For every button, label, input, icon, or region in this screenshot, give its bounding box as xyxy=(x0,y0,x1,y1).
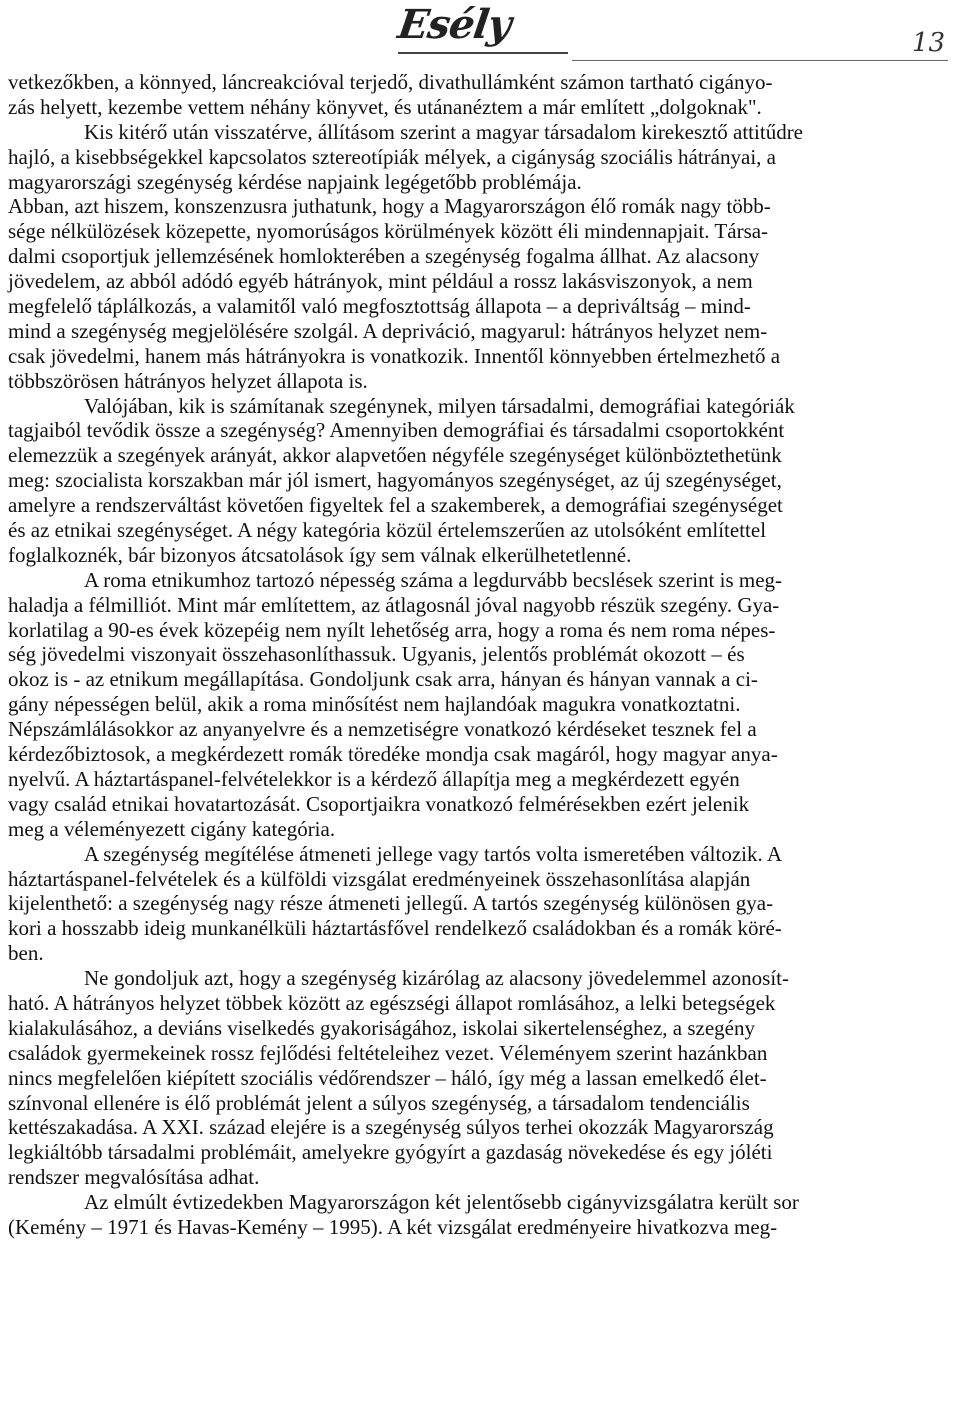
text-line: többszörösen hátrányos helyzet állapota is. xyxy=(8,368,368,393)
text-line: Ne gondoljuk azt, hogy a szegénység kizárólag az alacsony jövedelemmel azonosít- xyxy=(84,966,789,991)
text-line: vagy család etnikai hovatartozását. Csoportjaikra vonatkozó felmérésekben ezért jelenik xyxy=(8,791,750,816)
text-line: családok gyermekeinek rossz fejlődési feltételeihez vezet. Véleményem szerint hazánkban xyxy=(8,1040,768,1065)
text-line: amelyre a rendszerváltást követően figyeltek fel a szakemberek, a demográfiai szegénységet xyxy=(8,493,783,518)
text-line: vetkezőkben, a könnyed, láncreakcióval terjedő, divathullámként számon tartható cigányo- xyxy=(8,70,773,94)
text-line: kialakulásához, a deviáns viselkedés gyakoriságához, iskolai sikertelenséghez, a szegény xyxy=(8,1015,755,1040)
text-line: színvonal ellenére is élő problémát jelent a súlyos szegénység, a társadalom tendenciális xyxy=(8,1090,750,1115)
text-line: A roma etnikumhoz tartozó népesség száma a legdurvább becslések szerint is meg- xyxy=(84,567,783,592)
journal-logo: Esély xyxy=(395,1,514,48)
text-line: háztartáspanel-felvételek és a külföldi vizsgálat eredményeinek összehasonlítása alapján xyxy=(8,866,751,891)
text-line: zás helyett, kezembe vettem néhány könyvet, és utánanéztem a már említett „dolgoknak". xyxy=(8,94,762,119)
text-line: ség jövedelmi viszonyait összehasonlíthassuk. Ugyanis, jelentős problémát okozott – és xyxy=(8,642,745,667)
text-line: (Kemény – 1971 és Havas-Kemény – 1995). A két vizsgálat eredményeire hivatkozva meg- xyxy=(8,1214,778,1239)
text-line: Abban, azt hiszem, konszenzusra juthatunk, hogy a Magyarországon élő romák nagy több- xyxy=(8,194,771,219)
text-line: sége nélkülözések közepette, nyomorúságos körülmények között éli mindennapjait. Társa- xyxy=(8,219,769,244)
text-line: foglalkoznék, bár bizonyos átcsatolások így sem válnak elkerülhetetlenné. xyxy=(8,542,632,567)
text-line: Az elmúlt évtizedekben Magyarországon két jelentősebb cigányvizsgálatra került sor xyxy=(84,1190,799,1215)
text-line: hajló, a kisebbségekkel kapcsolatos sztereotípiák mélyek, a cigányság szociális hátrányai, a xyxy=(8,144,776,169)
text-line: jövedelem, az abból adódó egyéb hátrányok, mint például a rossz lakásviszonyok, a nem xyxy=(8,269,753,294)
text-line: magyarországi szegénység kérdése napjaink legégetőbb problémája. xyxy=(8,169,582,194)
text-line: okoz is - az etnikum megállapítása. Gondoljunk csak arra, hányan és hányan vannak a ci- xyxy=(8,667,758,692)
text-line: kérdezőbiztosok, a megkérdezett romák töredéke mondja csak magáról, hogy magyar anya- xyxy=(8,742,778,767)
header-rule xyxy=(572,60,948,61)
text-line: kijelenthető: a szegénység nagy része átmeneti jellegű. A tartós szegénység különösen gya- xyxy=(8,891,774,916)
body-text xyxy=(8,70,920,1240)
text-line: A szegénység megítélése átmeneti jellege vagy tartós volta ismeretében változik. A xyxy=(84,841,783,866)
text-line: Népszámlálásokkor az anyanyelvre és a nemzetiségre vonatkozó kérdéseket tesznek fel a xyxy=(8,717,757,742)
text-line: nincs megfelelően kiépített szociális védőrendszer – háló, így még a lassan emelkedő élet- xyxy=(8,1065,767,1090)
text-line: gány népességen belül, akik a roma minősítést nem hajlandóak magukra vonatkoztatni. xyxy=(8,692,741,717)
text-line: csak jövedelmi, hanem más hátrányokra is vonatkozik. Innentől könnyebben értelmezhető a xyxy=(8,343,781,368)
text-line: Valójában, kik is számítanak szegénynek, milyen társadalmi, demográfiai kategóriák xyxy=(84,393,795,418)
text-line: legkiáltóbb társadalmi problémáit, amelyekre gyógyírt a gazdaság növekedése és egy jóléti xyxy=(8,1140,773,1165)
text-line: kettészakadása. A XXI. század elejére is a szegénység súlyos terhei okozzák Magyarország xyxy=(8,1115,774,1140)
page-header xyxy=(0,0,960,66)
text-line: dalmi csoportjuk jellemzésének homlokterében a szegénység fogalma állhat. Az alacsony xyxy=(8,244,760,269)
text-line: mind a szegénység megjelölésére szolgál. A depriváció, magyarul: hátrányos helyzet nem- xyxy=(8,318,768,343)
text-line: Kis kitérő után visszatérve, állításom szerint a magyar társadalom kirekesztő attitűdre xyxy=(84,119,804,144)
text-line: haladja a félmilliót. Mint már említettem, az átlagosnál jóval nagyobb részük szegény. Gya- xyxy=(8,592,780,617)
text-line: tagjaiból tevődik össze a szegénység? Amennyiben demográfiai és társadalmi csoportokként xyxy=(8,418,785,443)
text-line: ható. A hátrányos helyzet többek között az egészségi állapot romlásához, a lelki betegségek xyxy=(8,990,776,1015)
text-line: megfelelő táplálkozás, a valamitől való megfosztottság állapota – a depriváltság – mind- xyxy=(8,294,751,319)
text-line: és az etnikai szegénységet. A négy kategória közül értelemszerűen az utolsóként említettel xyxy=(8,518,767,543)
text-line: meg: szocialista korszakban már jól ismert, hagyományos szegénységet, az új szegénységet, xyxy=(8,468,782,493)
logo-underline xyxy=(398,52,568,54)
page-number: 13 xyxy=(912,28,946,58)
text-line: meg a véleményezett cigány kategória. xyxy=(8,816,336,841)
text-line: korlatilag a 90-es évek közepéig nem nyílt lehetőség arra, hogy a roma és nem roma népes- xyxy=(8,617,776,642)
text-line: nyelvű. A háztartáspanel-felvételekkor is a kérdező állapítja meg a megkérdezett egyén xyxy=(8,766,740,791)
text-line: rendszer megvalósítása adhat. xyxy=(8,1165,260,1190)
text-line: elemezzük a szegények arányát, akkor alapvetően négyféle szegénységet különböztethetünk xyxy=(8,443,782,468)
text-line: ben. xyxy=(8,941,44,966)
text-line: kori a hosszabb ideig munkanélküli háztartásfővel rendelkező családokban és a romák köré- xyxy=(8,916,782,941)
